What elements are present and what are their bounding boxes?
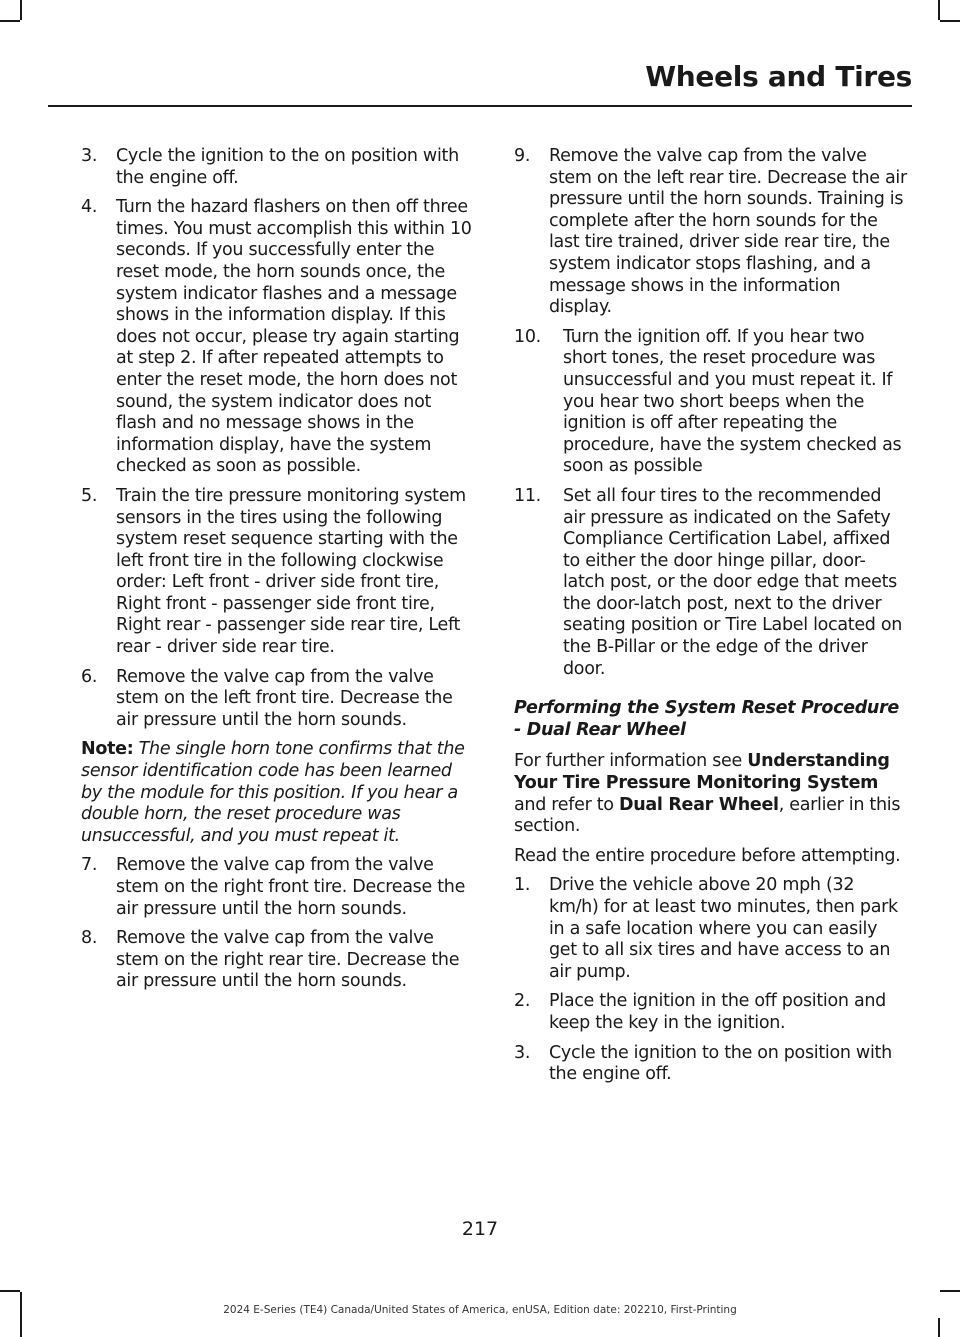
list-item — [514, 327, 907, 478]
list-item — [81, 855, 474, 920]
header-divider — [48, 105, 912, 107]
list-item — [81, 197, 474, 478]
crop-mark — [0, 1290, 20, 1292]
crop-mark — [0, 20, 20, 22]
step-text: Turn the hazard flashers on then off three times. You must accomplish this within 10 seconds. If you successfully enter the reset mode, the horn sounds once, the system indicator flashes and a message shows in the information display. If this does not occur, please try again starting at step 2. If after repeated attempts to enter the reset mode, the horn does not sound, the system indicator does not flash and no message shows in the information display, have the system checked as soon as possible. — [116, 197, 472, 477]
list-item — [81, 486, 474, 659]
step-number: 3. — [514, 1042, 531, 1063]
info-prefix: For further information see — [514, 751, 742, 772]
step-text: Set all four tires to the recommended air pressure as indicated on the Safety Compliance Certification Label, affixed to either the door hinge pillar, door-latch post, or the door edge that meets the door-latch post, next to the driver seating position or Tire Label located on the B-Pillar or the edge of the driver door. — [563, 485, 903, 679]
info-mid: and refer to — [514, 794, 614, 815]
list-item — [81, 928, 474, 993]
step-number: 2. — [514, 991, 531, 1012]
step-number: 11. — [514, 485, 541, 506]
crop-mark — [20, 0, 22, 20]
crop-mark — [938, 0, 940, 20]
right-column — [514, 146, 907, 1094]
list-item — [81, 667, 474, 732]
step-text: Drive the vehicle above 20 mph (32 km/h) for at least two minutes, then park in a safe location where you can easily get to all six tires and have access to an air pump. — [549, 875, 898, 982]
step-text: Remove the valve cap from the valve stem on the right front tire. Decrease the air pressure until the horn sounds. — [116, 855, 466, 919]
list-item — [514, 146, 907, 319]
footer-text: 2024 E-Series (TE4) Canada/United States of America, enUSA, Edition date: 202210, First-Printing — [223, 1304, 737, 1316]
crop-mark — [940, 1290, 960, 1292]
step-text: Cycle the ignition to the on position with the engine off. — [116, 146, 459, 188]
step-text: Turn the ignition off. If you hear two short tones, the reset procedure was unsuccessful and you must repeat it. If you hear two short beeps when the ignition is off after repeating the procedure, have the system checked as soon as possible — [563, 326, 902, 477]
step-number: 4. — [81, 197, 98, 218]
step-number: 10. — [514, 326, 541, 347]
list-item — [514, 486, 907, 680]
step-number: 7. — [81, 855, 98, 876]
crop-mark — [938, 1318, 940, 1337]
step-text: Remove the valve cap from the valve stem on the right rear tire. Decrease the air pressure until the horn sounds. — [116, 928, 460, 992]
list-item — [514, 1043, 907, 1086]
step-number: 6. — [81, 666, 98, 687]
note-paragraph — [81, 739, 474, 847]
list-item — [514, 875, 907, 983]
list-item — [81, 146, 474, 189]
step-text: Remove the valve cap from the valve stem on the left rear tire. Decrease the air pressure until the horn sounds. Training is complete after the horn sounds for the last tire trained, driver side rear tire, the system indicator stops flashing, and a message shows in the information display. — [549, 146, 907, 318]
page-title: Wheels and Tires — [645, 60, 912, 93]
crop-mark — [940, 20, 960, 22]
step-number: 1. — [514, 875, 531, 896]
cross-reference-link[interactable]: Dual Rear Wheel — [618, 794, 779, 815]
read-paragraph: Read the entire procedure before attempting. — [514, 845, 901, 866]
note-text: The single horn tone confirms that the sensor identification code has been learned by the module for this position. If you hear a double horn, the reset procedure was unsuccessful, and you must repeat it. — [81, 739, 465, 846]
step-text: Cycle the ignition to the on position with the engine off. — [549, 1042, 892, 1085]
page-number: 217 — [461, 1218, 499, 1240]
step-number: 8. — [81, 928, 98, 949]
note-label: Note: — [81, 739, 134, 760]
list-item — [514, 991, 907, 1034]
section-subheading: Performing the System Reset Procedure - Dual Rear Wheel — [514, 698, 899, 740]
step-number: 3. — [81, 146, 98, 166]
step-number: 5. — [81, 485, 98, 506]
step-text: Place the ignition in the off position and keep the key in the ignition. — [549, 991, 886, 1033]
step-text: Remove the valve cap from the valve stem on the left front tire. Decrease the air pressure until the horn sounds. — [116, 666, 453, 730]
cross-reference-link[interactable]: Understanding Your Tire Pressure Monitoring System — [514, 751, 890, 794]
left-column — [81, 146, 474, 1001]
info-paragraph — [514, 751, 907, 837]
step-number: 9. — [514, 146, 531, 166]
step-text: Train the tire pressure monitoring system sensors in the tires using the following system reset sequence starting with the left front tire in the following clockwise order: Left front - driver side front tire, Right front - passenger side front tire, Right rear - passenger side rear tire, Left rear - driver side rear tire. — [116, 485, 466, 658]
info-suffix: , earlier in this section. — [514, 794, 901, 837]
